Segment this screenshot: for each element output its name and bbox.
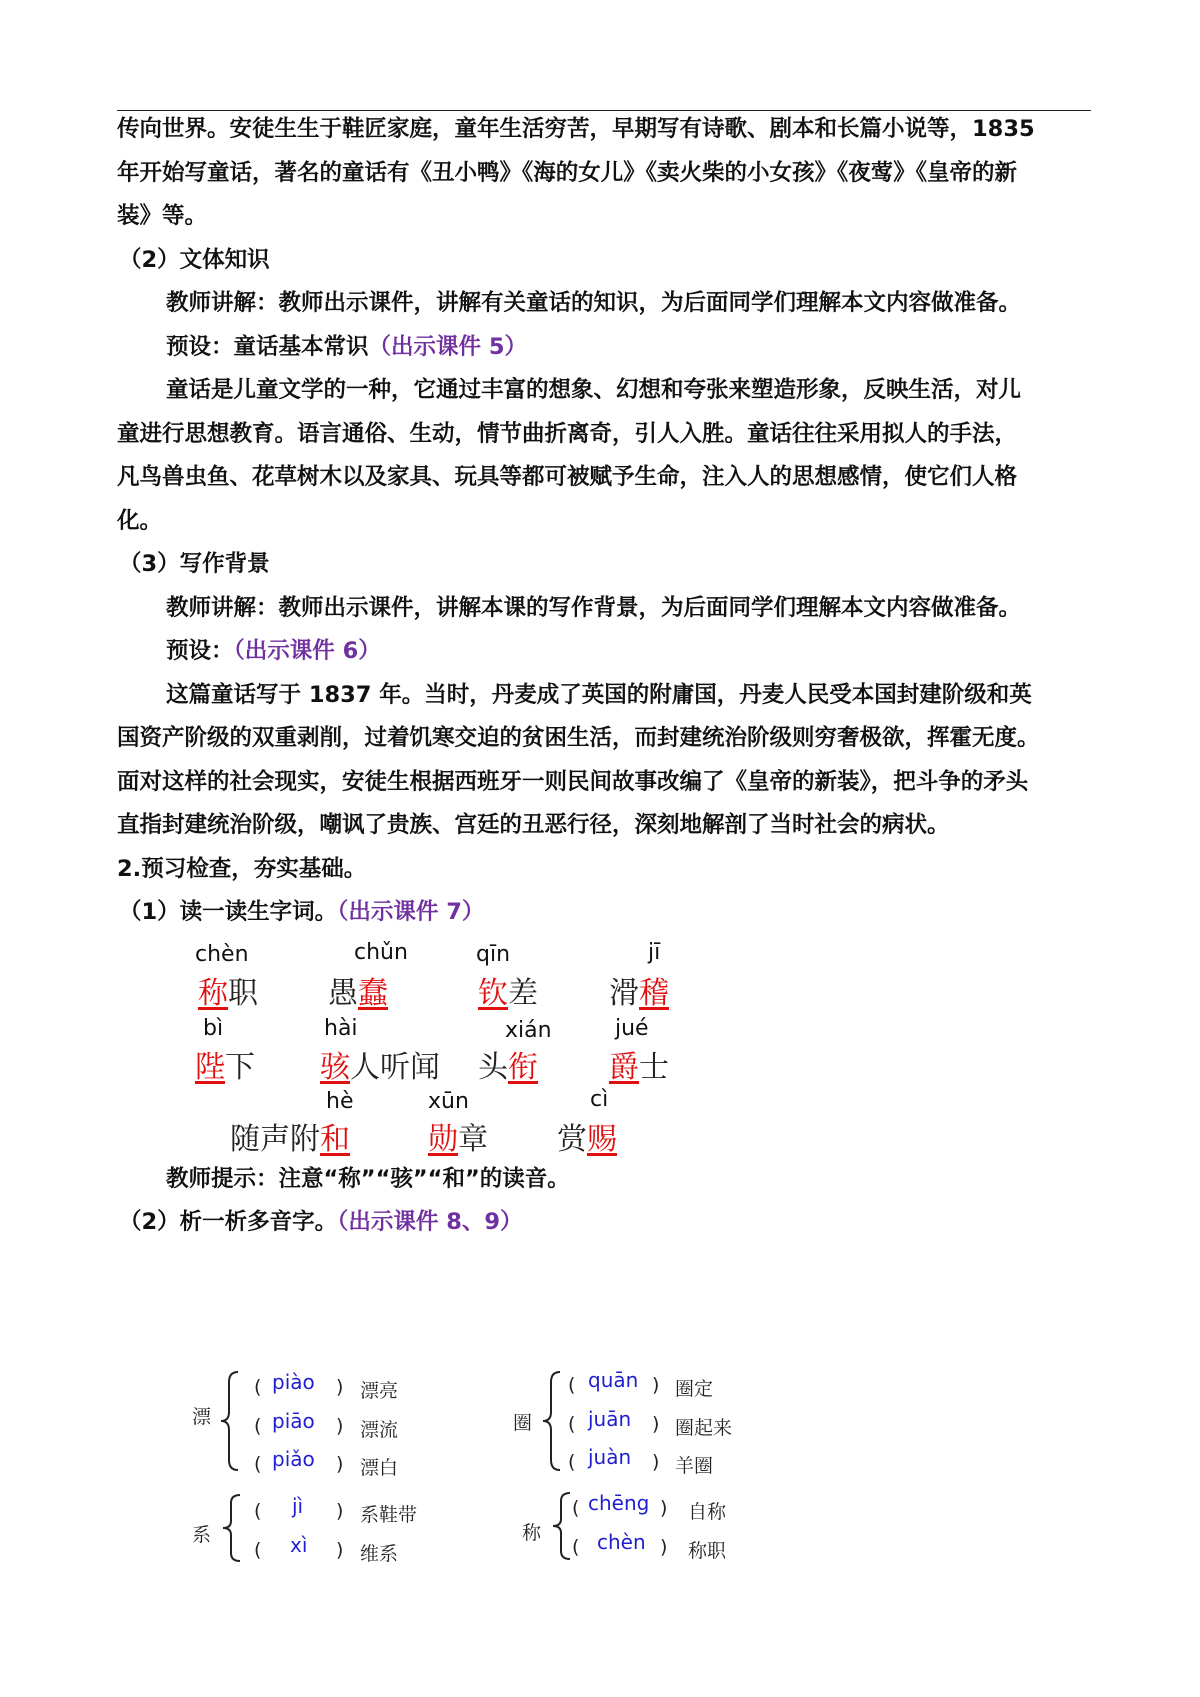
pinyin-reading: piǎo	[272, 1447, 315, 1471]
text-line: 童进行思想教育。语言通俗、生动，情节曲折离奇，引人入胜。童话往往采用拟人的手法，	[117, 421, 1018, 447]
text-line: 直指封建统治阶级，嘲讽了贵族、宫廷的丑恶行径，深刻地解剖了当时社会的病状。	[117, 812, 950, 838]
example-word: 羊圈	[675, 1455, 714, 1477]
vocab-word: 滑稽	[609, 976, 669, 1011]
pinyin: hài	[324, 1016, 358, 1041]
subsection-heading	[119, 896, 484, 928]
example-word: 系鞋带	[360, 1504, 418, 1526]
pinyin-reading: juàn	[588, 1445, 632, 1469]
text-line: 装》等。	[117, 203, 208, 229]
curly-brace	[218, 1370, 242, 1472]
vocab-word: 愚蠢	[328, 976, 388, 1011]
pinyin: cì	[590, 1087, 609, 1112]
vocab-word: 称职	[198, 976, 258, 1011]
text-line: 年开始写童话，著名的童话有《丑小鸭》《海的女儿》《卖火柴的小女孩》《夜莺》《皇帝的新	[117, 160, 1018, 186]
example-word: 圈定	[675, 1378, 714, 1400]
subsection-label: （1）读一读生字词。	[119, 899, 338, 925]
text-line: 国资产阶级的双重剥削，过着饥寒交迫的贫困生活，而封建统治阶级则穷奢极欲，挥霍无度。	[117, 725, 1040, 751]
example-word: 称职	[688, 1540, 727, 1562]
section-heading: 2.预习检查，夯实基础。	[117, 856, 367, 882]
subsection-heading	[119, 1206, 523, 1238]
text-line: 教师讲解：教师出示课件，讲解有关童话的知识，为后面同学们理解本文内容做准备。	[166, 290, 1022, 316]
courseware-ref: （出示课件 7）	[337, 899, 485, 925]
section-heading: （2）文体知识	[119, 247, 270, 273]
courseware-ref: （出示课件 6）	[233, 638, 381, 664]
pinyin-reading: piāo	[272, 1409, 315, 1433]
vocab-word: 赏赐	[557, 1122, 617, 1157]
vocab-word: 陛下	[195, 1050, 255, 1085]
section-heading: （3）写作背景	[119, 551, 270, 577]
pinyin: hè	[326, 1089, 354, 1114]
pinyin: xián	[505, 1018, 552, 1043]
text-line: 化。	[117, 508, 163, 534]
pinyin-reading: chēng	[588, 1491, 650, 1515]
pinyin: chèn	[195, 942, 249, 967]
pinyin: jué	[615, 1016, 649, 1041]
subsection-label: （2）析一析多音字。	[119, 1209, 338, 1235]
pinyin: jī	[648, 940, 661, 965]
text-line: 这篇童话写于 1837 年。当时，丹麦成了英国的附庸国，丹麦人民受本国封建阶级和英	[166, 682, 1032, 708]
polyphone-char: 称	[522, 1522, 542, 1544]
curly-brace	[220, 1493, 244, 1563]
pinyin-reading: quān	[588, 1368, 639, 1392]
example-word: 自称	[688, 1501, 727, 1523]
example-word: 圈起来	[675, 1417, 733, 1439]
vocab-word: 骇人听闻	[320, 1050, 440, 1085]
vocab-word: 钦差	[478, 976, 538, 1011]
vocab-word: 头衔	[478, 1050, 538, 1085]
vocab-word: 勋章	[428, 1122, 488, 1157]
polyphone-char: 圈	[513, 1412, 533, 1434]
preset-label: 预设：童话基本常识	[166, 334, 369, 360]
pinyin: bì	[203, 1016, 224, 1041]
curly-brace	[550, 1491, 574, 1561]
text-line: 传向世界。安徒生生于鞋匠家庭，童年生活穷苦，早期写有诗歌、剧本和长篇小说等，1835	[117, 116, 1035, 142]
polyphone-char: 系	[192, 1524, 212, 1546]
pinyin-reading: jì	[292, 1494, 304, 1518]
vocab-word: 爵士	[609, 1050, 669, 1085]
text-line: 面对这样的社会现实，安徒生根据西班牙一则民间故事改编了《皇帝的新装》，把斗争的矛头	[117, 769, 1029, 795]
text-line: 凡鸟兽虫鱼、花草树木以及家具、玩具等都可被赋予生命，注入人的思想感情，使它们人格	[117, 464, 1018, 490]
header-rule	[117, 110, 1091, 111]
pinyin-reading: xì	[290, 1533, 308, 1557]
preset-label: 预设：	[166, 638, 234, 664]
polyphone-char: 漂	[192, 1406, 212, 1428]
example-word: 漂亮	[360, 1380, 399, 1402]
example-word: 维系	[360, 1543, 399, 1565]
pinyin-reading: piào	[272, 1370, 315, 1394]
example-word: 漂流	[360, 1419, 399, 1441]
preset-line	[166, 635, 381, 667]
courseware-ref: （出示课件 8、9）	[337, 1209, 523, 1235]
text-line: 童话是儿童文学的一种，它通过丰富的想象、幻想和夸张来塑造形象，反映生活，对儿	[166, 377, 1022, 403]
pinyin: xūn	[428, 1089, 469, 1114]
courseware-ref: （出示课件 5）	[368, 334, 528, 360]
pinyin: qīn	[476, 942, 511, 967]
curly-brace	[540, 1370, 564, 1472]
pinyin-reading: juān	[588, 1407, 632, 1431]
text-line: 教师讲解：教师出示课件，讲解本课的写作背景，为后面同学们理解本文内容做准备。	[166, 595, 1022, 621]
vocab-word: 随声附和	[230, 1122, 350, 1157]
teacher-tip: 教师提示：注意“称”“骇”“和”的读音。	[166, 1166, 570, 1192]
preset-line	[166, 331, 527, 363]
pinyin: chǔn	[354, 940, 408, 965]
example-word: 漂白	[360, 1457, 399, 1479]
pinyin-reading: chèn	[597, 1530, 646, 1554]
